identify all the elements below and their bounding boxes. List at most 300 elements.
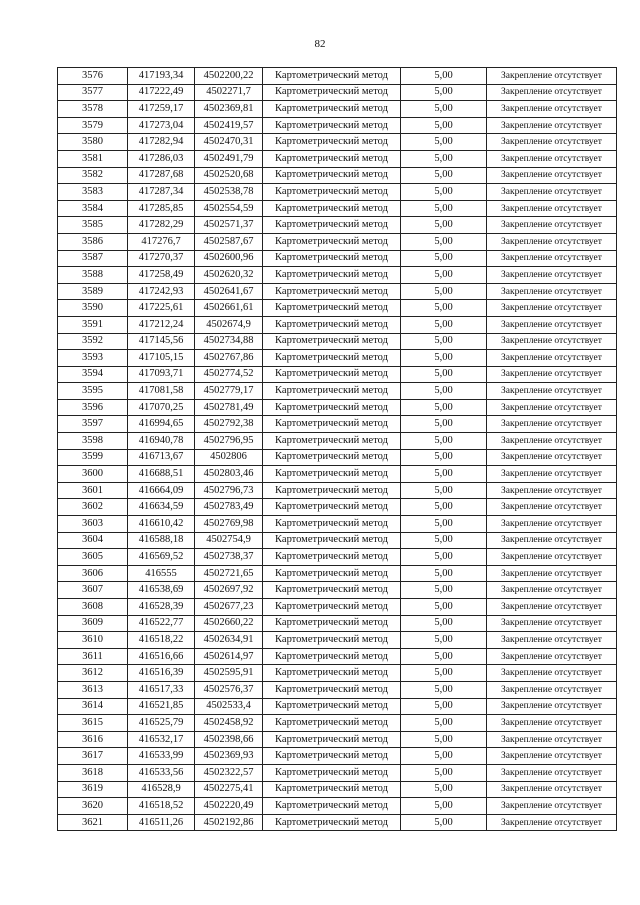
x-coordinate-cell: 417093,71: [128, 366, 195, 383]
y-coordinate-cell: 4502533,4: [195, 698, 263, 715]
table-row: [58, 300, 617, 317]
precision-cell: 5,00: [401, 764, 487, 781]
point-number-cell: 3588: [58, 267, 128, 284]
y-coordinate-cell: 4502491,79: [195, 150, 263, 167]
table-row: [58, 516, 617, 533]
table-row: [58, 217, 617, 234]
y-coordinate-cell: 4502803,46: [195, 466, 263, 483]
fixation-cell: Закрепление отсутствует: [487, 84, 617, 101]
point-number-cell: 3602: [58, 499, 128, 516]
page-number: 82: [314, 38, 326, 50]
table-row: [58, 582, 617, 599]
precision-cell: 5,00: [401, 134, 487, 151]
x-coordinate-cell: 417273,04: [128, 117, 195, 134]
y-coordinate-cell: 4502661,61: [195, 300, 263, 317]
table-row: [58, 283, 617, 300]
method-cell: Картометрический метод: [263, 134, 401, 151]
y-coordinate-cell: 4502634,91: [195, 632, 263, 649]
point-number-cell: 3606: [58, 565, 128, 582]
table-row: [58, 648, 617, 665]
method-cell: Картометрический метод: [263, 333, 401, 350]
table-row: [58, 399, 617, 416]
point-number-cell: 3612: [58, 665, 128, 682]
method-cell: Картометрический метод: [263, 715, 401, 732]
y-coordinate-cell: 4502419,57: [195, 117, 263, 134]
y-coordinate-cell: 4502600,96: [195, 250, 263, 267]
table-row: [58, 781, 617, 798]
fixation-cell: Закрепление отсутствует: [487, 532, 617, 549]
y-coordinate-cell: 4502554,59: [195, 200, 263, 217]
table-row: [58, 167, 617, 184]
fixation-cell: Закрепление отсутствует: [487, 366, 617, 383]
x-coordinate-cell: 416516,66: [128, 648, 195, 665]
x-coordinate-cell: 417193,34: [128, 68, 195, 85]
fixation-cell: Закрепление отсутствует: [487, 399, 617, 416]
point-number-cell: 3577: [58, 84, 128, 101]
precision-cell: 5,00: [401, 399, 487, 416]
y-coordinate-cell: 4502779,17: [195, 383, 263, 400]
x-coordinate-cell: 416569,52: [128, 549, 195, 566]
fixation-cell: Закрепление отсутствует: [487, 150, 617, 167]
y-coordinate-cell: 4502769,98: [195, 516, 263, 533]
method-cell: Картометрический метод: [263, 466, 401, 483]
precision-cell: 5,00: [401, 532, 487, 549]
fixation-cell: Закрепление отсутствует: [487, 814, 617, 831]
fixation-cell: Закрепление отсутствует: [487, 582, 617, 599]
precision-cell: 5,00: [401, 599, 487, 616]
y-coordinate-cell: 4502734,88: [195, 333, 263, 350]
method-cell: Картометрический метод: [263, 499, 401, 516]
table-row: [58, 764, 617, 781]
method-cell: Картометрический метод: [263, 316, 401, 333]
precision-cell: 5,00: [401, 300, 487, 317]
precision-cell: 5,00: [401, 798, 487, 815]
precision-cell: 5,00: [401, 781, 487, 798]
point-number-cell: 3583: [58, 184, 128, 201]
x-coordinate-cell: 416532,17: [128, 731, 195, 748]
table-row: [58, 250, 617, 267]
x-coordinate-cell: 416588,18: [128, 532, 195, 549]
fixation-cell: Закрепление отсутствует: [487, 184, 617, 201]
table-row: [58, 200, 617, 217]
precision-cell: 5,00: [401, 565, 487, 582]
y-coordinate-cell: 4502576,37: [195, 681, 263, 698]
fixation-cell: Закрепление отсутствует: [487, 101, 617, 118]
precision-cell: 5,00: [401, 283, 487, 300]
method-cell: Картометрический метод: [263, 798, 401, 815]
x-coordinate-cell: 416533,99: [128, 748, 195, 765]
method-cell: Картометрический метод: [263, 300, 401, 317]
y-coordinate-cell: 4502796,95: [195, 433, 263, 450]
point-number-cell: 3620: [58, 798, 128, 815]
fixation-cell: Закрепление отсутствует: [487, 283, 617, 300]
precision-cell: 5,00: [401, 200, 487, 217]
table-row: [58, 532, 617, 549]
fixation-cell: Закрепление отсутствует: [487, 698, 617, 715]
fixation-cell: Закрепление отсутствует: [487, 167, 617, 184]
method-cell: Картометрический метод: [263, 648, 401, 665]
table-row: [58, 549, 617, 566]
table-row: [58, 366, 617, 383]
x-coordinate-cell: 417222,49: [128, 84, 195, 101]
precision-cell: 5,00: [401, 217, 487, 234]
y-coordinate-cell: 4502674,9: [195, 316, 263, 333]
point-number-cell: 3597: [58, 416, 128, 433]
x-coordinate-cell: 416516,39: [128, 665, 195, 682]
method-cell: Картометрический метод: [263, 764, 401, 781]
x-coordinate-cell: 416555: [128, 565, 195, 582]
y-coordinate-cell: 4502767,86: [195, 350, 263, 367]
y-coordinate-cell: 4502398,66: [195, 731, 263, 748]
y-coordinate-cell: 4502796,73: [195, 482, 263, 499]
y-coordinate-cell: 4502192,86: [195, 814, 263, 831]
precision-cell: 5,00: [401, 167, 487, 184]
x-coordinate-cell: 417212,24: [128, 316, 195, 333]
point-number-cell: 3599: [58, 449, 128, 466]
table-row: [58, 466, 617, 483]
x-coordinate-cell: 416522,77: [128, 615, 195, 632]
x-coordinate-cell: 417282,94: [128, 134, 195, 151]
y-coordinate-cell: 4502792,38: [195, 416, 263, 433]
x-coordinate-cell: 416688,51: [128, 466, 195, 483]
y-coordinate-cell: 4502571,37: [195, 217, 263, 234]
fixation-cell: Закрепление отсутствует: [487, 250, 617, 267]
table-row: [58, 150, 617, 167]
table-row: [58, 333, 617, 350]
y-coordinate-cell: 4502271,7: [195, 84, 263, 101]
x-coordinate-cell: 416518,22: [128, 632, 195, 649]
precision-cell: 5,00: [401, 715, 487, 732]
fixation-cell: Закрепление отсутствует: [487, 499, 617, 516]
point-number-cell: 3595: [58, 383, 128, 400]
point-number-cell: 3603: [58, 516, 128, 533]
x-coordinate-cell: 417258,49: [128, 267, 195, 284]
point-number-cell: 3617: [58, 748, 128, 765]
x-coordinate-cell: 417259,17: [128, 101, 195, 118]
fixation-cell: Закрепление отсутствует: [487, 764, 617, 781]
method-cell: Картометрический метод: [263, 84, 401, 101]
point-number-cell: 3590: [58, 300, 128, 317]
point-number-cell: 3616: [58, 731, 128, 748]
x-coordinate-cell: 417282,29: [128, 217, 195, 234]
method-cell: Картометрический метод: [263, 101, 401, 118]
precision-cell: 5,00: [401, 549, 487, 566]
x-coordinate-cell: 417145,56: [128, 333, 195, 350]
y-coordinate-cell: 4502721,65: [195, 565, 263, 582]
y-coordinate-cell: 4502220,49: [195, 798, 263, 815]
precision-cell: 5,00: [401, 68, 487, 85]
point-number-cell: 3592: [58, 333, 128, 350]
point-number-cell: 3598: [58, 433, 128, 450]
fixation-cell: Закрепление отсутствует: [487, 731, 617, 748]
precision-cell: 5,00: [401, 316, 487, 333]
method-cell: Картометрический метод: [263, 632, 401, 649]
point-number-cell: 3586: [58, 233, 128, 250]
y-coordinate-cell: 4502620,32: [195, 267, 263, 284]
precision-cell: 5,00: [401, 350, 487, 367]
precision-cell: 5,00: [401, 482, 487, 499]
x-coordinate-cell: 417270,37: [128, 250, 195, 267]
method-cell: Картометрический метод: [263, 150, 401, 167]
method-cell: Картометрический метод: [263, 433, 401, 450]
point-number-cell: 3596: [58, 399, 128, 416]
fixation-cell: Закрепление отсутствует: [487, 267, 617, 284]
point-number-cell: 3615: [58, 715, 128, 732]
x-coordinate-cell: 416511,26: [128, 814, 195, 831]
fixation-cell: Закрепление отсутствует: [487, 134, 617, 151]
fixation-cell: Закрепление отсутствует: [487, 333, 617, 350]
point-number-cell: 3608: [58, 599, 128, 616]
method-cell: Картометрический метод: [263, 267, 401, 284]
method-cell: Картометрический метод: [263, 399, 401, 416]
fixation-cell: Закрепление отсутствует: [487, 565, 617, 582]
y-coordinate-cell: 4502774,52: [195, 366, 263, 383]
precision-cell: 5,00: [401, 150, 487, 167]
table-row: [58, 748, 617, 765]
precision-cell: 5,00: [401, 731, 487, 748]
method-cell: Картометрический метод: [263, 217, 401, 234]
x-coordinate-cell: 417287,34: [128, 184, 195, 201]
precision-cell: 5,00: [401, 184, 487, 201]
table-row: [58, 84, 617, 101]
method-cell: Картометрический метод: [263, 599, 401, 616]
fixation-cell: Закрепление отсутствует: [487, 466, 617, 483]
x-coordinate-cell: 416538,69: [128, 582, 195, 599]
x-coordinate-cell: 416610,42: [128, 516, 195, 533]
table-row: [58, 68, 617, 85]
table-row: [58, 499, 617, 516]
fixation-cell: Закрепление отсутствует: [487, 449, 617, 466]
method-cell: Картометрический метод: [263, 383, 401, 400]
precision-cell: 5,00: [401, 615, 487, 632]
x-coordinate-cell: 417276,7: [128, 233, 195, 250]
table-row: [58, 350, 617, 367]
y-coordinate-cell: 4502369,81: [195, 101, 263, 118]
table-row: [58, 814, 617, 831]
precision-cell: 5,00: [401, 117, 487, 134]
fixation-cell: Закрепление отсутствует: [487, 200, 617, 217]
table-row: [58, 134, 617, 151]
method-cell: Картометрический метод: [263, 184, 401, 201]
method-cell: Картометрический метод: [263, 681, 401, 698]
x-coordinate-cell: 416518,52: [128, 798, 195, 815]
method-cell: Картометрический метод: [263, 117, 401, 134]
x-coordinate-cell: 416528,39: [128, 599, 195, 616]
method-cell: Картометрический метод: [263, 516, 401, 533]
x-coordinate-cell: 417105,15: [128, 350, 195, 367]
method-cell: Картометрический метод: [263, 748, 401, 765]
y-coordinate-cell: 4502754,9: [195, 532, 263, 549]
fixation-cell: Закрепление отсутствует: [487, 316, 617, 333]
point-number-cell: 3618: [58, 764, 128, 781]
method-cell: Картометрический метод: [263, 781, 401, 798]
precision-cell: 5,00: [401, 366, 487, 383]
method-cell: Картометрический метод: [263, 482, 401, 499]
coordinates-table-body: [58, 68, 617, 831]
fixation-cell: Закрепление отсутствует: [487, 416, 617, 433]
y-coordinate-cell: 4502783,49: [195, 499, 263, 516]
precision-cell: 5,00: [401, 84, 487, 101]
method-cell: Картометрический метод: [263, 731, 401, 748]
method-cell: Картометрический метод: [263, 814, 401, 831]
fixation-cell: Закрепление отсутствует: [487, 648, 617, 665]
x-coordinate-cell: 416517,33: [128, 681, 195, 698]
table-row: [58, 383, 617, 400]
x-coordinate-cell: 416521,85: [128, 698, 195, 715]
table-row: [58, 267, 617, 284]
method-cell: Картометрический метод: [263, 532, 401, 549]
method-cell: Картометрический метод: [263, 233, 401, 250]
table-row: [58, 798, 617, 815]
precision-cell: 5,00: [401, 333, 487, 350]
method-cell: Картометрический метод: [263, 449, 401, 466]
fixation-cell: Закрепление отсутствует: [487, 117, 617, 134]
table-row: [58, 599, 617, 616]
fixation-cell: Закрепление отсутствует: [487, 350, 617, 367]
y-coordinate-cell: 4502200,22: [195, 68, 263, 85]
table-row: [58, 632, 617, 649]
precision-cell: 5,00: [401, 250, 487, 267]
x-coordinate-cell: 417285,85: [128, 200, 195, 217]
table-row: [58, 233, 617, 250]
method-cell: Картометрический метод: [263, 200, 401, 217]
point-number-cell: 3580: [58, 134, 128, 151]
point-number-cell: 3581: [58, 150, 128, 167]
method-cell: Картометрический метод: [263, 366, 401, 383]
fixation-cell: Закрепление отсутствует: [487, 217, 617, 234]
method-cell: Картометрический метод: [263, 665, 401, 682]
y-coordinate-cell: 4502538,78: [195, 184, 263, 201]
fixation-cell: Закрепление отсутствует: [487, 798, 617, 815]
method-cell: Картометрический метод: [263, 582, 401, 599]
point-number-cell: 3585: [58, 217, 128, 234]
x-coordinate-cell: 416664,09: [128, 482, 195, 499]
x-coordinate-cell: 416533,56: [128, 764, 195, 781]
precision-cell: 5,00: [401, 814, 487, 831]
precision-cell: 5,00: [401, 698, 487, 715]
point-number-cell: 3601: [58, 482, 128, 499]
y-coordinate-cell: 4502738,37: [195, 549, 263, 566]
precision-cell: 5,00: [401, 681, 487, 698]
precision-cell: 5,00: [401, 665, 487, 682]
fixation-cell: Закрепление отсутствует: [487, 383, 617, 400]
y-coordinate-cell: 4502322,57: [195, 764, 263, 781]
x-coordinate-cell: 417286,03: [128, 150, 195, 167]
fixation-cell: Закрепление отсутствует: [487, 300, 617, 317]
precision-cell: 5,00: [401, 416, 487, 433]
x-coordinate-cell: 417242,93: [128, 283, 195, 300]
table-row: [58, 565, 617, 582]
x-coordinate-cell: 416525,79: [128, 715, 195, 732]
fixation-cell: Закрепление отсутствует: [487, 233, 617, 250]
y-coordinate-cell: 4502587,67: [195, 233, 263, 250]
fixation-cell: Закрепление отсутствует: [487, 681, 617, 698]
method-cell: Картометрический метод: [263, 698, 401, 715]
x-coordinate-cell: 416994,65: [128, 416, 195, 433]
method-cell: Картометрический метод: [263, 68, 401, 85]
precision-cell: 5,00: [401, 466, 487, 483]
fixation-cell: Закрепление отсутствует: [487, 433, 617, 450]
y-coordinate-cell: 4502275,41: [195, 781, 263, 798]
table-row: [58, 615, 617, 632]
method-cell: Картометрический метод: [263, 416, 401, 433]
y-coordinate-cell: 4502614,97: [195, 648, 263, 665]
point-number-cell: 3609: [58, 615, 128, 632]
fixation-cell: Закрепление отсутствует: [487, 599, 617, 616]
point-number-cell: 3587: [58, 250, 128, 267]
table-row: [58, 433, 617, 450]
y-coordinate-cell: 4502660,22: [195, 615, 263, 632]
point-number-cell: 3614: [58, 698, 128, 715]
method-cell: Картометрический метод: [263, 250, 401, 267]
table-row: [58, 731, 617, 748]
point-number-cell: 3600: [58, 466, 128, 483]
fixation-cell: Закрепление отсутствует: [487, 632, 617, 649]
method-cell: Картометрический метод: [263, 350, 401, 367]
precision-cell: 5,00: [401, 632, 487, 649]
point-number-cell: 3589: [58, 283, 128, 300]
fixation-cell: Закрепление отсутствует: [487, 748, 617, 765]
x-coordinate-cell: 417225,61: [128, 300, 195, 317]
point-number-cell: 3584: [58, 200, 128, 217]
x-coordinate-cell: 416634,59: [128, 499, 195, 516]
y-coordinate-cell: 4502641,67: [195, 283, 263, 300]
table-row: [58, 482, 617, 499]
x-coordinate-cell: 417081,58: [128, 383, 195, 400]
precision-cell: 5,00: [401, 582, 487, 599]
coordinates-table: [57, 67, 617, 831]
precision-cell: 5,00: [401, 516, 487, 533]
fixation-cell: Закрепление отсутствует: [487, 549, 617, 566]
precision-cell: 5,00: [401, 101, 487, 118]
method-cell: Картометрический метод: [263, 549, 401, 566]
point-number-cell: 3591: [58, 316, 128, 333]
x-coordinate-cell: 416940,78: [128, 433, 195, 450]
fixation-cell: Закрепление отсутствует: [487, 615, 617, 632]
point-number-cell: 3605: [58, 549, 128, 566]
method-cell: Картометрический метод: [263, 565, 401, 582]
point-number-cell: 3607: [58, 582, 128, 599]
y-coordinate-cell: 4502520,68: [195, 167, 263, 184]
precision-cell: 5,00: [401, 648, 487, 665]
table-row: [58, 117, 617, 134]
precision-cell: 5,00: [401, 233, 487, 250]
point-number-cell: 3576: [58, 68, 128, 85]
fixation-cell: Закрепление отсутствует: [487, 68, 617, 85]
point-number-cell: 3619: [58, 781, 128, 798]
fixation-cell: Закрепление отсутствует: [487, 482, 617, 499]
table-row: [58, 715, 617, 732]
precision-cell: 5,00: [401, 748, 487, 765]
table-row: [58, 698, 617, 715]
table-row: [58, 416, 617, 433]
y-coordinate-cell: 4502369,93: [195, 748, 263, 765]
precision-cell: 5,00: [401, 267, 487, 284]
y-coordinate-cell: 4502697,92: [195, 582, 263, 599]
x-coordinate-cell: 416713,67: [128, 449, 195, 466]
point-number-cell: 3594: [58, 366, 128, 383]
point-number-cell: 3579: [58, 117, 128, 134]
precision-cell: 5,00: [401, 433, 487, 450]
fixation-cell: Закрепление отсутствует: [487, 665, 617, 682]
precision-cell: 5,00: [401, 383, 487, 400]
fixation-cell: Закрепление отсутствует: [487, 715, 617, 732]
point-number-cell: 3611: [58, 648, 128, 665]
point-number-cell: 3578: [58, 101, 128, 118]
method-cell: Картометрический метод: [263, 283, 401, 300]
point-number-cell: 3582: [58, 167, 128, 184]
point-number-cell: 3610: [58, 632, 128, 649]
